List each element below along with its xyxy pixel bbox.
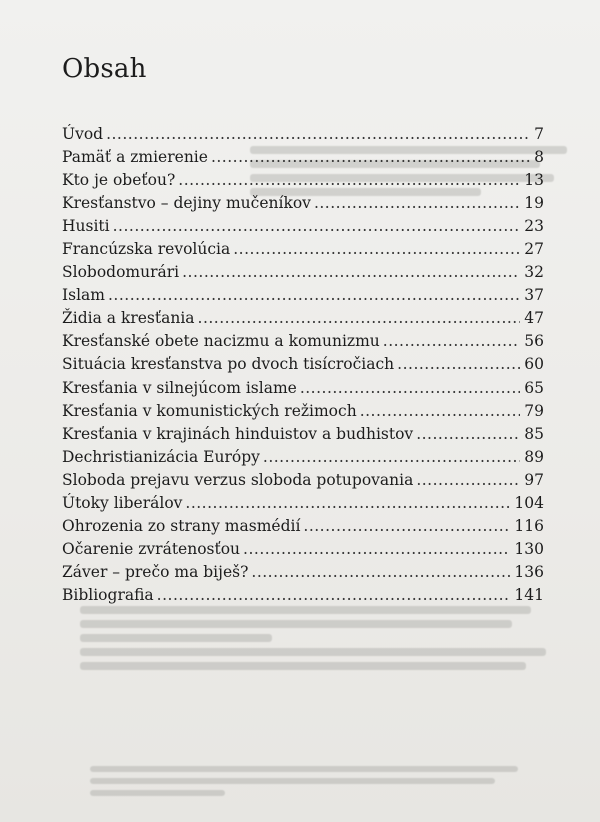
toc-entry (62, 561, 544, 584)
toc-dot-leader (303, 515, 510, 538)
toc-dot-leader (300, 377, 520, 400)
toc-entry-page-number: 136 (514, 562, 544, 581)
toc-entry (62, 330, 544, 353)
toc-dot-leader (383, 330, 521, 353)
toc-entry-page-number: 89 (524, 447, 544, 466)
toc-entry (62, 192, 544, 215)
toc-dot-leader (416, 423, 520, 446)
toc-entry (62, 261, 544, 284)
toc-entry-title: Úvod (62, 125, 104, 143)
toc-dot-leader (243, 538, 510, 561)
show-through-text (80, 600, 560, 676)
toc-entry-title: Židia a kresťania (62, 309, 195, 328)
toc-entry (62, 515, 544, 538)
toc-dot-leader (211, 146, 530, 169)
toc-dot-leader (185, 492, 510, 515)
toc-entry-title: Pamäť a zmierenie (62, 148, 208, 167)
toc-entry (62, 307, 544, 330)
toc-entry-title: Útoky liberálov (62, 493, 183, 512)
toc-entry-page-number: 8 (534, 148, 544, 167)
toc-entry-page-number: 130 (514, 539, 544, 558)
toc-entry (62, 169, 544, 192)
toc-entry (62, 353, 544, 376)
toc-entry-page-number: 60 (524, 355, 544, 374)
toc-dot-leader (106, 123, 530, 146)
toc-entry (62, 423, 544, 446)
toc-entry (62, 238, 544, 261)
toc-entry (62, 123, 544, 146)
toc-entry-title: Očarenie zvrátenosťou (62, 539, 241, 558)
toc-entry-title: Islam (62, 286, 105, 305)
toc-entry-page-number: 37 (524, 286, 544, 305)
page-title: Obsah (62, 54, 147, 84)
toc-entry-title: Kresťanstvo – dejiny mučeníkov (62, 194, 311, 213)
toc-entry-title: Kresťania v komunistických režimoch (62, 401, 357, 420)
toc-entry-page-number: 116 (514, 516, 544, 535)
toc-dot-leader (157, 584, 511, 607)
toc-entry-page-number: 56 (524, 332, 544, 351)
toc-entry-page-number: 65 (524, 378, 544, 397)
toc-entry-page-number: 27 (524, 240, 544, 259)
toc-dot-leader (360, 400, 521, 423)
toc-entry-title: Kresťanské obete nacizmu a komunizmu (62, 332, 380, 351)
toc-entry (62, 284, 544, 307)
toc-dot-leader (113, 215, 521, 238)
toc-entry-title: Husiti (62, 217, 110, 236)
toc-entry-title: Kresťania v krajinách hinduistov a budhistov (62, 424, 414, 443)
toc-entry-page-number: 141 (514, 585, 544, 604)
toc-dot-leader (108, 284, 520, 307)
toc-dot-leader (397, 353, 520, 376)
toc-dot-leader (416, 469, 520, 492)
toc-entry-title: Kresťania v silnejúcom islame (62, 378, 297, 397)
toc-entry-page-number: 85 (524, 424, 544, 443)
toc-entry (62, 492, 544, 515)
toc-entry-title: Slobodomurári (62, 263, 180, 282)
toc-entry (62, 400, 544, 423)
toc-dot-leader (182, 261, 520, 284)
toc-dot-leader (198, 307, 521, 330)
toc-entry-title: Situácia kresťanstva po dvoch tisícročiach (62, 355, 395, 374)
toc-entry-title: Dechristianizácia Európy (62, 447, 260, 466)
toc-entry (62, 377, 544, 400)
toc-entry (62, 446, 544, 469)
toc-dot-leader (233, 238, 520, 261)
toc-entry-page-number: 13 (524, 171, 544, 190)
show-through-footnote (90, 760, 540, 802)
toc-entry (62, 146, 544, 169)
toc-entry-page-number: 32 (524, 263, 544, 282)
table-of-contents (62, 123, 544, 607)
toc-entry-title: Francúzska revolúcia (62, 240, 231, 259)
toc-entry-title: Záver – prečo ma biješ? (62, 562, 249, 581)
toc-entry (62, 584, 544, 607)
toc-entry-page-number: 104 (514, 493, 544, 512)
toc-entry (62, 469, 544, 492)
toc-entry-title: Sloboda prejavu verzus sloboda potupovania (62, 470, 414, 489)
toc-entry-title: Kto je obeťou? (62, 171, 176, 190)
toc-dot-leader (263, 446, 520, 469)
toc-entry-page-number: 79 (524, 401, 544, 420)
toc-entry-page-number: 23 (524, 217, 544, 236)
toc-entry (62, 215, 544, 238)
toc-entry (62, 538, 544, 561)
toc-dot-leader (251, 561, 510, 584)
toc-entry-title: Bibliografia (62, 585, 154, 604)
toc-dot-leader (178, 169, 520, 192)
toc-entry-page-number: 19 (524, 194, 544, 213)
toc-entry-page-number: 7 (534, 125, 544, 143)
toc-entry-title: Ohrozenia zo strany masmédií (62, 516, 301, 535)
toc-dot-leader (314, 192, 520, 215)
toc-entry-page-number: 47 (524, 309, 544, 328)
toc-entry-page-number: 97 (524, 470, 544, 489)
